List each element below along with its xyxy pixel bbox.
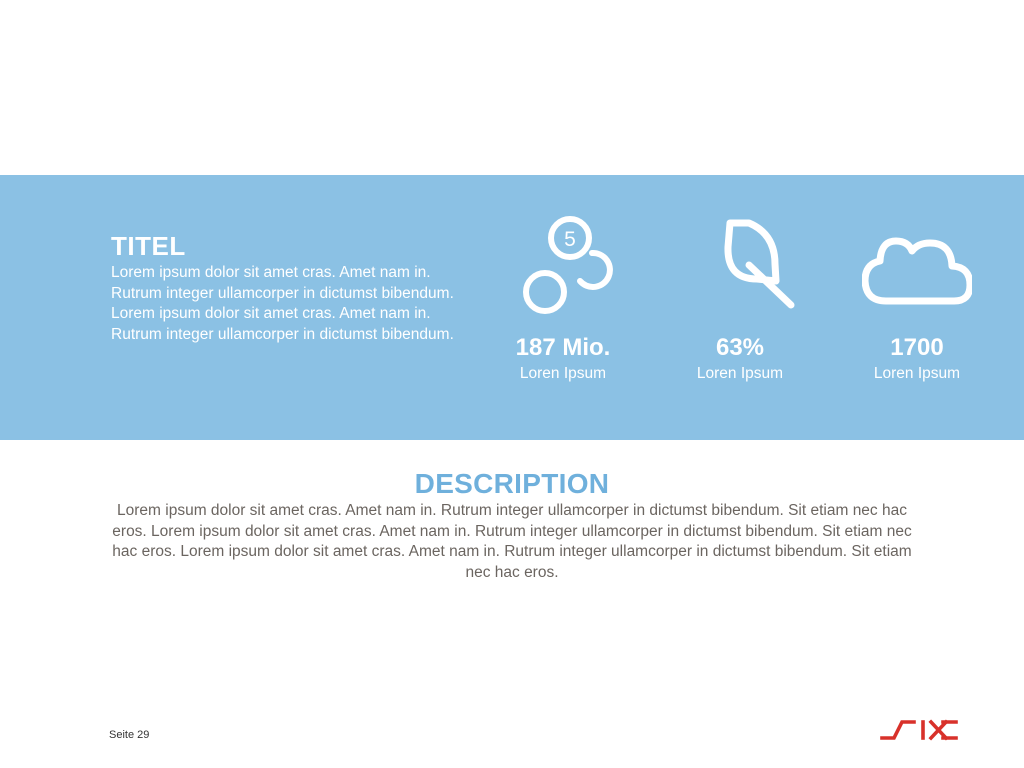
six-logo	[880, 718, 958, 742]
stat-label: Loren Ipsum	[519, 365, 607, 382]
band-title: TITEL	[111, 231, 186, 261]
stat-leaf	[650, 205, 830, 384]
leaf-icon	[685, 205, 795, 315]
stat-value: 1700	[890, 334, 944, 361]
description-heading: DESCRIPTION	[414, 468, 610, 499]
description-text: Lorem ipsum dolor sit amet cras. Amet nam in. Rutrum integer ullamcorper in dictumst bibendum. Sit etiam nec hac eros. Lorem ipsum dolor sit amet cras. Amet nam in. Rutrum integer ullamcorper in dictumst bibendum. Sit etiam nec hac eros. Lorem ipsum dolor sit amet cras. Amet nam in. Rutrum integer ullamcorper in dictumst bibendum. Sit etiam nec hac eros.	[112, 502, 912, 581]
cloud-icon	[862, 205, 972, 315]
coin-badge: 5	[564, 228, 576, 251]
stat-label: Loren Ipsum	[696, 365, 784, 382]
description-block	[112, 467, 912, 583]
coins-icon	[508, 205, 618, 315]
stat-cloud	[827, 205, 1007, 384]
info-band	[0, 175, 1024, 440]
page-number: Seite 29	[109, 729, 150, 741]
title-block	[111, 231, 456, 345]
band-text: Lorem ipsum dolor sit amet cras. Amet nam in. Rutrum integer ullamcorper in dictumst bibendum. Lorem ipsum dolor sit amet cras. Amet nam in. Rutrum integer ullamcorper in dictumst bibendum.	[111, 264, 454, 343]
stat-coins	[473, 205, 653, 384]
stat-value: 63%	[715, 334, 765, 361]
stat-value: 187 Mio.	[515, 334, 611, 361]
stat-label: Loren Ipsum	[873, 365, 961, 382]
